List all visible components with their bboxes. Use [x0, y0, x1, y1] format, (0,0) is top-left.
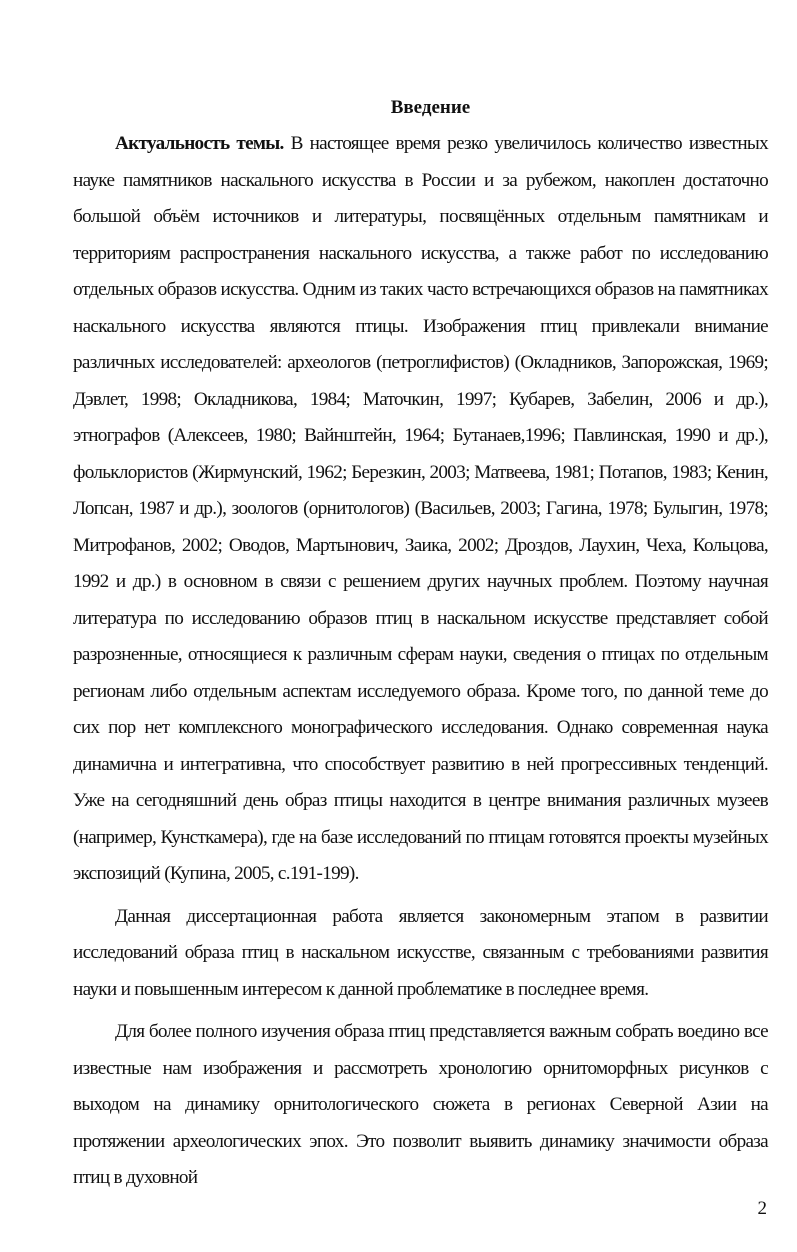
paragraph-lead: Актуальность темы. [115, 133, 284, 154]
paragraph-text: В настоящее время резко увеличилось количество известных науке памятников наскального искусства в России и за рубежом, накоплен достаточно большой объём источников и литературы, посвящённых отдельным памятникам и территориям распространения наскального искусства, а также работ по исследованию отдельных образов искусства. Одним из таких часто встречающихся образов на памятниках наскального искусства являются птицы. Изображения птиц привлекали внимание различных исследователей: археологов (петроглифистов) (Окладников, Запорожская, 1969; Дэвлет, 1998; Окладникова, 1984; Маточкин, 1997; Кубарев, Забелин, 2006 и др.), этнографов (Алексеев, 1980; Вайнштейн, 1964; Бутанаев,1996; Павлинская, 1990 и др.), фольклористов (Жирмунский, 1962; Березкин, 2003; Матвеева, 1981; Потапов, 1983; Кенин, Лопсан, 1987 и др.), зоологов (орнитологов) (Васильев, 2003; Гагина, 1978; Булыгин, 1978; Митрофанов, 2002; Оводов, Мартынович, Заика, 2002; Дроздов, Лаухин, Чеха, Кольцова, 1992 и др.) в основном в связи с решением других научных проблем. Поэтому научная литература по исследованию образов птиц в наскальном искусстве представляет собой разрозненные, относящиеся к различным сферам науки, сведения о птицах по отдельным регионам либо отдельным аспектам исследуемого образа. Кроме того, по данной теме до сих пор нет комплексного монографического исследования. Однако современная наука динамична и интегративна, что способствует развитию в ней прогрессивных тенденций. Уже на сегодняшний день образ птицы находится в центре внимания различных музеев (например, Кунсткамера), где на базе исследований по птицам готовятся проекты музейных экспозиций (Купина, 2005, с.191-199). [73, 133, 768, 884]
section-title: Введение [390, 97, 471, 118]
paragraph-text: Для более полного изучения образа птиц представляется важным собрать воедино все известные нам изображения и рассмотреть хронологию орнитоморфных рисунков с выходом на динамику орнитологического сюжета в регионах Северной Азии на протяжении археологических эпох. Это позволит выявить динамику значимости образа птиц в духовной [73, 1021, 768, 1188]
paragraph-relevance [73, 126, 768, 893]
document-page [73, 90, 768, 1197]
paragraph-dissertation-stage [73, 899, 768, 1009]
paragraph-text: Данная диссертационная работа является закономерным этапом в развитии исследований образа птиц в наскальном искусстве, связанным с требованиями развития науки и повышенным интересом к данной проблематике в последнее время. [73, 905, 768, 1000]
paragraph-study-goal [73, 1014, 768, 1197]
page-number: 2 [757, 1198, 767, 1219]
